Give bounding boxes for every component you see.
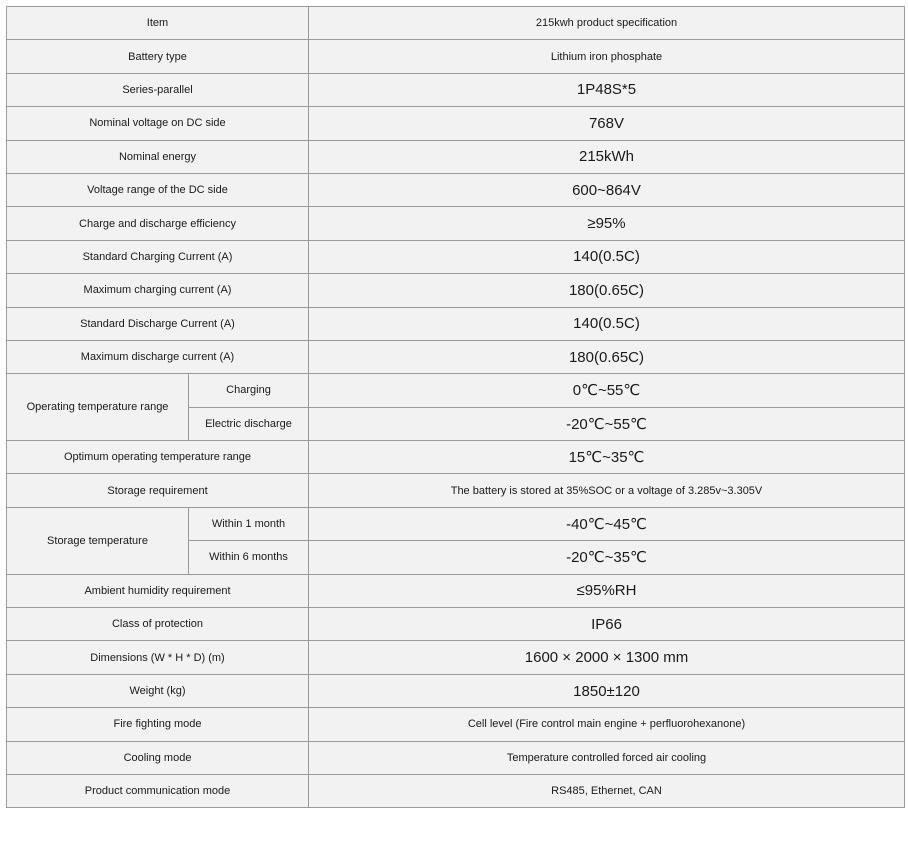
row-value: 180(0.65C) xyxy=(309,274,905,307)
table-row xyxy=(7,207,905,240)
row-label: Nominal energy xyxy=(7,140,309,173)
row-label: Dimensions (W * H * D) (m) xyxy=(7,641,309,674)
storage-temp-label: Storage temperature xyxy=(7,507,189,574)
table-row xyxy=(7,73,905,106)
row-value: -40℃~45℃ xyxy=(309,507,905,540)
table-row xyxy=(7,374,905,407)
table-row xyxy=(7,240,905,273)
row-label: Voltage range of the DC side xyxy=(7,173,309,206)
header-row xyxy=(7,7,905,40)
row-value: 1850±120 xyxy=(309,674,905,707)
row-value: 180(0.65C) xyxy=(309,340,905,373)
table-row xyxy=(7,774,905,807)
table-row xyxy=(7,474,905,507)
row-value: -20℃~55℃ xyxy=(309,407,905,440)
header-item: Item xyxy=(7,7,309,40)
header-value: 215kwh product specification xyxy=(309,7,905,40)
row-value: 15℃~35℃ xyxy=(309,441,905,474)
row-value: ≤95%RH xyxy=(309,574,905,607)
spec-table xyxy=(6,6,905,808)
table-row xyxy=(7,574,905,607)
row-label: Ambient humidity requirement xyxy=(7,574,309,607)
table-row xyxy=(7,340,905,373)
row-value: 768V xyxy=(309,107,905,140)
row-value: The battery is stored at 35%SOC or a voltage of 3.285v~3.305V xyxy=(309,474,905,507)
row-label: Series-parallel xyxy=(7,73,309,106)
row-value: 600~864V xyxy=(309,173,905,206)
table-row xyxy=(7,608,905,641)
row-sublabel: Electric discharge xyxy=(189,407,309,440)
table-row xyxy=(7,507,905,540)
row-value: IP66 xyxy=(309,608,905,641)
table-row xyxy=(7,173,905,206)
row-value: 1P48S*5 xyxy=(309,73,905,106)
row-sublabel: Within 1 month xyxy=(189,507,309,540)
row-label: Standard Discharge Current (A) xyxy=(7,307,309,340)
table-row xyxy=(7,274,905,307)
table-row xyxy=(7,107,905,140)
row-value: 1600 × 2000 × 1300 mm xyxy=(309,641,905,674)
row-label: Class of protection xyxy=(7,608,309,641)
row-label: Weight (kg) xyxy=(7,674,309,707)
row-value: 215kWh xyxy=(309,140,905,173)
row-value: 140(0.5C) xyxy=(309,307,905,340)
row-label: Standard Charging Current (A) xyxy=(7,240,309,273)
table-row xyxy=(7,741,905,774)
row-value: -20℃~35℃ xyxy=(309,541,905,574)
row-label: Maximum charging current (A) xyxy=(7,274,309,307)
row-label: Product communication mode xyxy=(7,774,309,807)
row-value: Cell level (Fire control main engine + perfluorohexanone) xyxy=(309,708,905,741)
operating-temp-label: Operating temperature range xyxy=(7,374,189,441)
row-label: Charge and discharge efficiency xyxy=(7,207,309,240)
row-label: Maximum discharge current (A) xyxy=(7,340,309,373)
row-value: Temperature controlled forced air cooling xyxy=(309,741,905,774)
row-label: Optimum operating temperature range xyxy=(7,441,309,474)
row-value: Lithium iron phosphate xyxy=(309,40,905,73)
row-sublabel: Within 6 months xyxy=(189,541,309,574)
row-sublabel: Charging xyxy=(189,374,309,407)
table-row xyxy=(7,140,905,173)
table-row xyxy=(7,441,905,474)
table-row xyxy=(7,307,905,340)
row-label: Storage requirement xyxy=(7,474,309,507)
row-value: 0℃~55℃ xyxy=(309,374,905,407)
row-value: ≥95% xyxy=(309,207,905,240)
row-value: 140(0.5C) xyxy=(309,240,905,273)
row-label: Battery type xyxy=(7,40,309,73)
row-label: Nominal voltage on DC side xyxy=(7,107,309,140)
table-row xyxy=(7,40,905,73)
table-row xyxy=(7,708,905,741)
row-value: RS485, Ethernet, CAN xyxy=(309,774,905,807)
row-label: Fire fighting mode xyxy=(7,708,309,741)
table-row xyxy=(7,641,905,674)
row-label: Cooling mode xyxy=(7,741,309,774)
table-row xyxy=(7,674,905,707)
